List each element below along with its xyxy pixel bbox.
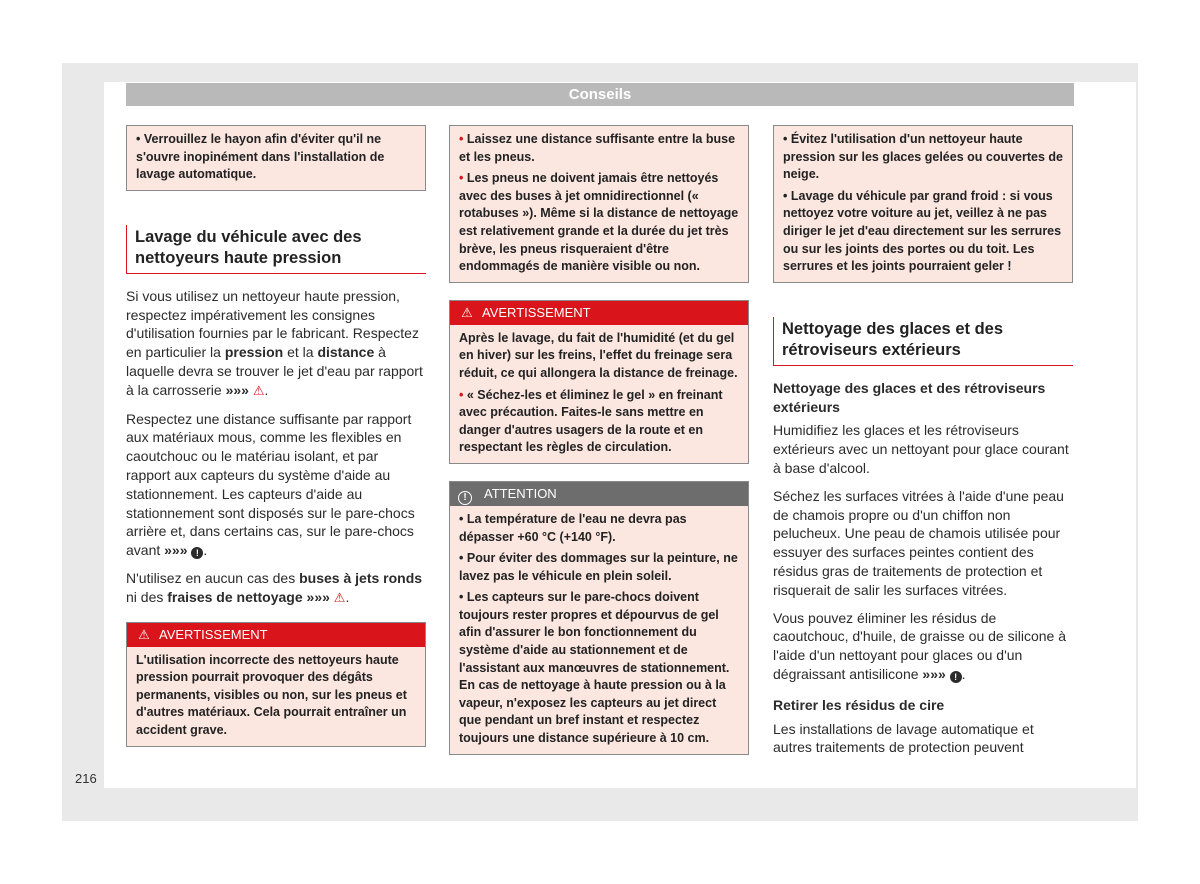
bullet-icon: • (459, 590, 464, 605)
attention-item: • Les capteurs sur le pare-chocs doivent toujours rester propres et dépourvus de gel afin d'assurer le bon fonctionnement du système d'aide au stationnement et de l'assistant aux manœuvres de stationnement. En cas de nettoyage à haute pression ou à la vapeur, n'exposez les capteurs au jet direct que pendant un bref instant et respectez toujours une distance supérieure à 10 cm. (459, 590, 730, 746)
sub-heading: Retirer les résidus de cire (773, 696, 945, 713)
tip-box (449, 125, 749, 283)
paragraph: N'utilisez en aucun cas des buses à jets ronds ni des fraises de nettoyage »»» ⚠. (126, 569, 423, 605)
tip-box (773, 125, 1073, 283)
warning-body: L'utilisation incorrecte des nettoyeurs haute pression pourrait provoquer des dégâts permanents, visibles ou non, sur les pneus et d'autres matériaux. Cela pourrait entraîner un accident grave. (136, 652, 407, 737)
cross-reference-arrows: »»» (164, 542, 188, 559)
bullet-icon: • (459, 132, 464, 146)
bullet-icon: • (459, 387, 464, 402)
column-3 (773, 125, 1073, 766)
column-2 (449, 125, 749, 755)
paragraph: Les installations de lavage automatique et autres traitements de protection peuvent (773, 720, 1034, 756)
bullet-icon: • (459, 171, 464, 186)
tip-item: • Évitez l'utilisation d'un nettoyeur haute pression sur les glaces gelées ou couvertes de neige. (783, 132, 1063, 182)
body-text (773, 421, 1073, 683)
body-text (126, 287, 426, 608)
paragraph: Séchez les surfaces vitrées à l'aide d'une peau de chamois propre ou d'un chiffon non pelucheux. Une peau de chamois utilisée pour essuyer des surfaces peintes contient des résidus gras de traitements de protection et risquerait de salir les surfaces vitrées. (773, 487, 1064, 598)
tip-item: • Verrouillez le hayon afin d'éviter qu'il ne s'ouvre inopinément dans l'installation de lavage automatique. (136, 132, 385, 182)
page-number: 216 (75, 771, 97, 786)
notice-icon: ! (191, 547, 203, 559)
warning-triangle-icon: ⚠ (138, 626, 150, 642)
paragraph: Humidifiez les glaces et les rétroviseurs extérieurs avec un nettoyant pour glace courant à base d'alcool. (773, 422, 1069, 476)
attention-header: ! ATTENTION (450, 482, 748, 506)
attention-body (450, 506, 748, 754)
tip-box (126, 125, 426, 191)
bullet-icon: • (136, 132, 141, 146)
bullet-icon: • (459, 551, 464, 566)
paragraph: Vous pouvez éliminer les résidus de caoutchouc, d'huile, de graisse ou de silicone à l'aide d'un nettoyant pour glaces ou d'un dégraissant antisilicone »»» ! . (773, 609, 1066, 682)
cross-reference-arrows: »»» (306, 588, 330, 605)
bullet-icon: • (459, 511, 464, 526)
notice-icon: ! (950, 671, 962, 683)
section-title: Nettoyage des glaces et des rétroviseurs extérieurs (773, 317, 1073, 366)
warning-header: ⚠ AVERTISSEMENT (127, 623, 425, 647)
section-header: Conseils (126, 83, 1074, 106)
warning-box (126, 622, 426, 747)
body-text (773, 720, 1073, 758)
bullet-icon: • (783, 188, 788, 203)
warning-item: • « Séchez-les et éliminez le gel » en freinant avec précaution. Faites-le sans mettre en danger d'autres usagers de la route et en respectant les règles de circulation. (459, 387, 723, 455)
sub-heading: Nettoyage des glaces et des rétroviseurs extérieurs (773, 379, 1046, 415)
bullet-icon: • (783, 132, 788, 146)
warning-body: Après le lavage, du fait de l'humidité (et du gel en hiver) sur les freins, l'effet du freinage sera réduit, ce qui allongera la distance de freinage. • « Séchez-les et éliminez le gel » en freinant avec précaution. Faites-le sans mettre en danger d'autres usagers de la route et en respectant les règles de circulation. (450, 325, 748, 463)
warning-header: ⚠ AVERTISSEMENT (450, 301, 748, 325)
tip-item: • Lavage du véhicule par grand froid : si vous nettoyez votre voiture au jet, veillez à ne pas diriger le jet d'eau directement sur les serrures ou sur les joints des portes ou du toit. Les serrures et les joints pourraient geler ! (783, 188, 1062, 274)
column-1 (126, 125, 426, 747)
attention-box (449, 481, 749, 755)
tip-item: • Les pneus ne doivent jamais être nettoyés avec des buses à jet omnidirectionnel (« rotabuses »). Même si la distance de nettoyage est relativement grande et la durée du jet très brève, les pneus risqueraient d'être endommagés de manière visible ou non. (459, 171, 739, 274)
paragraph: Si vous utilisez un nettoyeur haute pression, respectez impérativement les consignes d'utilisation fournies par le fabricant. Respectez en particulier la pression et la distance à laquelle devra se trouver le jet d'eau par rapport à la carrosserie »»» ⚠. (126, 287, 423, 398)
section-title: Lavage du véhicule avec des nettoyeurs haute pression (126, 225, 426, 274)
warning-triangle-icon: ⚠ (333, 589, 346, 605)
warning-triangle-icon: ⚠ (252, 382, 265, 398)
cross-reference-arrows: »»» (922, 665, 946, 682)
tip-item: • Laissez une distance suffisante entre la buse et les pneus. (459, 132, 736, 164)
warning-box (449, 300, 749, 464)
attention-item: • Pour éviter des dommages sur la peinture, ne lavez pas le véhicule en plein soleil. (459, 551, 738, 583)
attention-item: • La température de l'eau ne devra pas dépasser +60 °C (+140 °F). (459, 511, 687, 544)
cross-reference-arrows: »»» (225, 381, 249, 398)
paragraph: Respectez une distance suffisante par rapport aux matériaux mous, comme les flexibles en caoutchouc ou le matériau isolant, et par rapport aux capteurs du système d'aide au stationnement. Les capteurs d'aide au stationnement sont disposés sur le pare-chocs arrière et, dans certains cas, sur le pare-chocs avant »»» ! . (126, 410, 415, 559)
warning-triangle-icon: ⚠ (461, 304, 473, 320)
notice-icon: ! (458, 491, 472, 505)
